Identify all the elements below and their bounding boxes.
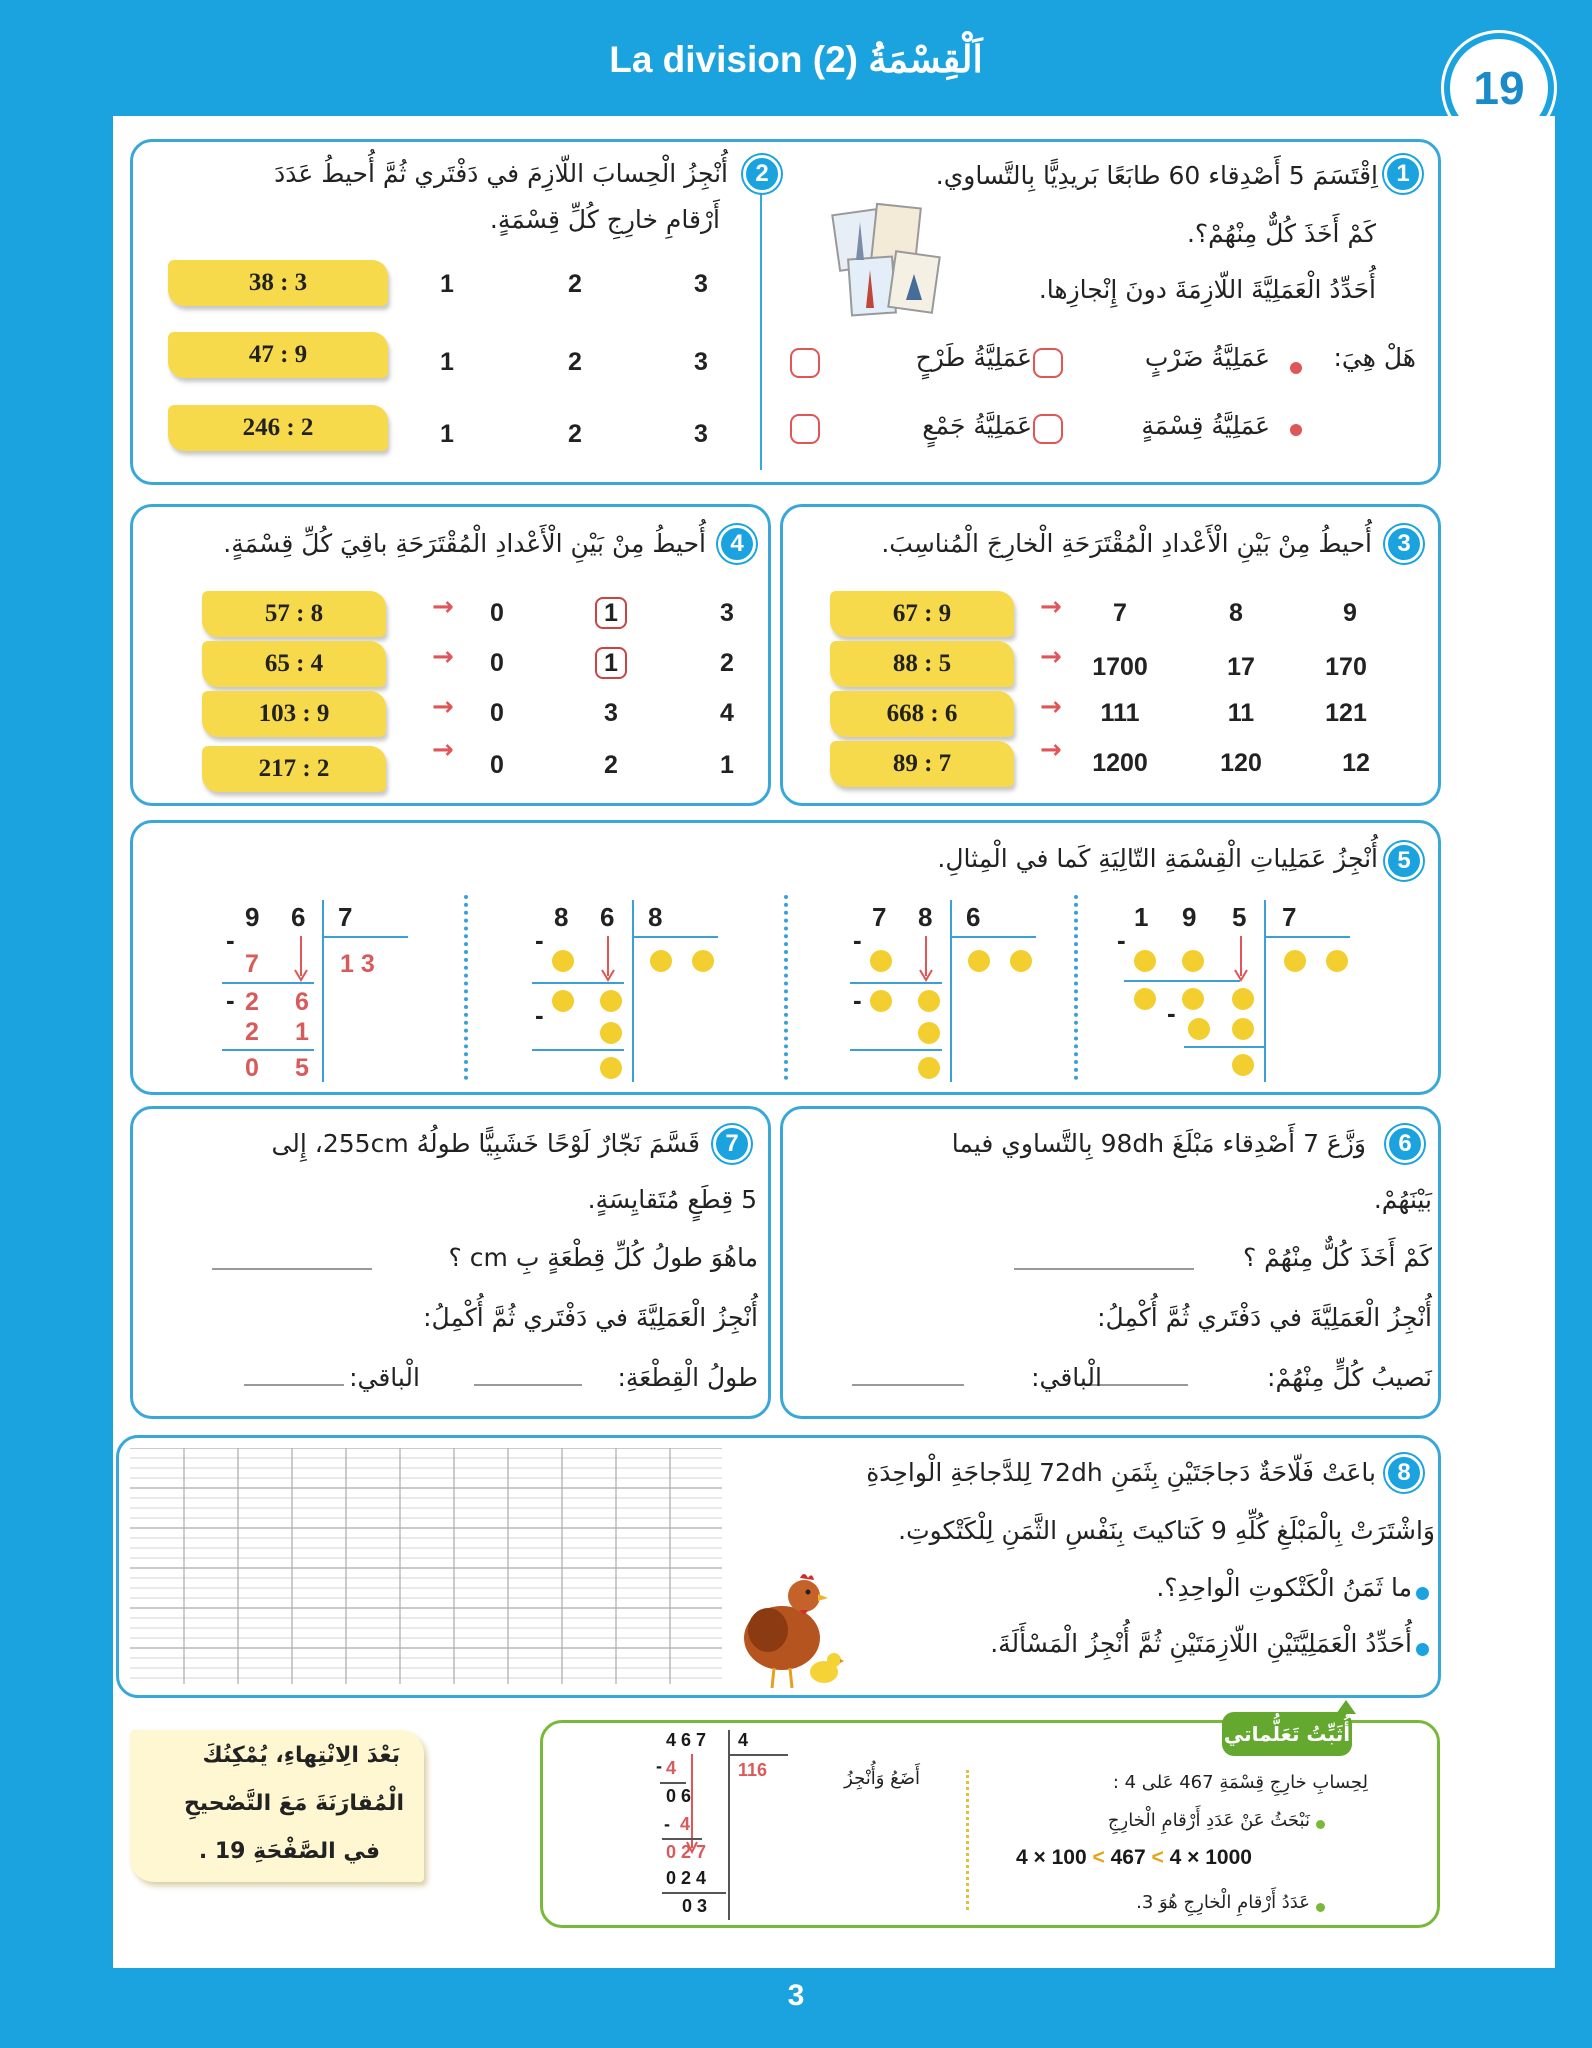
ex5-ex-r2a: 2 (245, 988, 259, 1016)
ex5-ex-quotient: 1 3 (340, 950, 375, 978)
ineq-lt-1: < (1092, 1846, 1105, 1869)
recap-line2: نَبْحَثُ عَنْ عَدَدِ أَرْقامِ الْخارِجِ (1107, 1810, 1310, 1831)
ex3-r4-a[interactable]: 1200 (1092, 749, 1148, 777)
ex5-d2-hline (632, 936, 718, 938)
ex4-division-1: 57 : 8 (202, 591, 386, 637)
recap-minus-2: - (664, 1814, 670, 1834)
ex1-opt-add: عَمَلِيَّةُ جَمْعٍ (922, 411, 1032, 440)
ex4-arrow-4: → (432, 735, 454, 765)
ex5-d3-dot (870, 950, 892, 972)
ex8-line2: وَاشْتَرَتْ بِالْمَبْلَغِ كُلِّهِ 9 كَتاكيتَ بِنَفْسِ الثَّمَنِ لِلْكَتْكوتِ. (898, 1516, 1435, 1545)
ex5-d2-line-2 (532, 1049, 624, 1051)
ineq-mid: 467 (1110, 1846, 1146, 1869)
ex2-division-2: 47 : 9 (168, 332, 388, 378)
ex4-r3-a[interactable]: 0 (490, 699, 504, 727)
ex7-rest-label: الْباقي: (349, 1363, 420, 1392)
recap-sub-1: 4 (666, 1758, 677, 1778)
ex5-d4-dot (1182, 988, 1204, 1010)
ex3-r3-b[interactable]: 11 (1227, 699, 1255, 727)
ex3-division-2: 88 : 5 (830, 641, 1014, 687)
ex3-r1-c[interactable]: 9 (1343, 599, 1357, 627)
ex2-r3-c3[interactable]: 3 (694, 420, 708, 448)
ex5-d4-dot (1284, 950, 1306, 972)
ex5-ex-digit-2: 6 (291, 902, 306, 932)
ex5-d4-line-2 (1184, 1046, 1264, 1048)
ex4-r1-b[interactable]: 1 (604, 599, 618, 627)
ex8-bullet-1 (1416, 1587, 1429, 1600)
ex1-line3: أُحَدِّدُ الْعَمَلِيَّةَ اللّازِمَةَ دونَ إِنْجازِها. (1038, 275, 1376, 304)
ex5-d3-dot (918, 1022, 940, 1044)
ex5-d3-dot (918, 990, 940, 1012)
ex1-checkbox-sub[interactable] (790, 348, 820, 378)
recap-sub-3: 0 2 4 (666, 1868, 707, 1888)
box-divider (760, 156, 762, 470)
ex4-instruction: أُحيطُ مِنْ بَيْنِ الْأَعْدادِ الْمُقْتَرَحَةِ باقِيَ كُلِّ قِسْمَةٍ. (223, 529, 706, 558)
ex5-d4-minus-1: - (1117, 925, 1126, 955)
note-line1: بَعْدَ الِانْتِهاءِ، يُمْكِنُكَ (202, 1743, 400, 1768)
ex3-division-1: 67 : 9 (830, 591, 1014, 637)
ex5-separator-1 (464, 895, 468, 1080)
ex4-r3-c[interactable]: 4 (720, 699, 734, 727)
ex5-d3-digit-2: 8 (918, 902, 933, 932)
ex6-line4: أُنْجِزُ الْعَمَلِيَّةَ في دَفْتَري ثُمَّ أُكْمِلُ: (1097, 1303, 1432, 1332)
recap-rem-3: 0 3 (682, 1896, 708, 1916)
ex6-answer-line[interactable] (1014, 1268, 1194, 1270)
ex3-r2-b[interactable]: 17 (1227, 653, 1255, 681)
note-line3: في الصَّفْحَةِ 19 . (198, 1839, 380, 1864)
stamps-image (826, 200, 946, 324)
ex5-d3-dot (918, 1057, 940, 1079)
ex1-bullet-2 (1290, 424, 1302, 436)
ex5-d4-vline (1264, 900, 1266, 1082)
ex7-line4: أُنْجِزُ الْعَمَلِيَّةَ في دَفْتَري ثُمَّ أُكْمِلُ: (423, 1303, 758, 1332)
ex5-d2-dot (600, 1057, 622, 1079)
ex4-r1-a[interactable]: 0 (490, 599, 504, 627)
ex3-division-4: 89 : 7 (830, 741, 1014, 787)
recap-tab (1222, 1712, 1352, 1756)
ex2-division-1: 38 : 3 (168, 260, 388, 306)
ex5-d3-dot (1010, 950, 1032, 972)
ex2-r1-c2[interactable]: 2 (568, 270, 582, 298)
ex8-q2: أُحَدِّدُ الْعَمَلِيَّتَيْنِ اللّازِمَتَيْنِ ثُمَّ أُنْجِزُ الْمَسْأَلَةَ. (990, 1629, 1412, 1658)
ex5-d3-divisor: 6 (966, 902, 981, 932)
ex2-r3-c1[interactable]: 1 (440, 420, 454, 448)
ineq-lt-2: < (1151, 1846, 1164, 1869)
ex2-r1-c3[interactable]: 3 (694, 270, 708, 298)
ex5-ex-r4a: 0 (245, 1054, 259, 1082)
recap-line1: لِحِسابِ خارِجِ قِسْمَةِ 467 عَلى 4 : (1112, 1772, 1368, 1793)
ex7-line2: 5 قِطَعٍ مُتَقايِسَةٍ. (587, 1185, 757, 1214)
ex2-r2-c3[interactable]: 3 (694, 348, 708, 376)
recap-quotient: 116 (738, 1760, 768, 1780)
ex4-arrow-1: → (432, 592, 454, 622)
ex5-ex-r3a: 2 (245, 1018, 259, 1046)
ex5-d3-digit-1: 7 (872, 902, 887, 932)
exercise-5-number: 5 (1385, 842, 1423, 880)
ex5-ex-minus-1: - (226, 925, 235, 955)
ex6-rest-blank[interactable] (852, 1384, 964, 1386)
ex5-d4-divisor: 7 (1282, 902, 1297, 932)
ex5-d4-dot (1134, 950, 1156, 972)
exercise-3-number: 3 (1385, 525, 1423, 563)
ex2-r1-c1[interactable]: 1 (440, 270, 454, 298)
ex1-checkbox-mult[interactable] (1033, 348, 1063, 378)
grid-paper[interactable] (130, 1448, 722, 1684)
recap-hline (728, 1754, 788, 1756)
recap-line3: عَدَدُ أَرْقامِ الْخارِجِ هُوَ 3. (1136, 1892, 1310, 1913)
ex5-d3-minus-1: - (853, 925, 862, 955)
chicken-image (734, 1564, 844, 1694)
ex1-opt-sub: عَمَلِيَّةُ طَرْحٍ (915, 343, 1032, 372)
ex5-d4-minus-2: - (1167, 998, 1176, 1028)
exercise-7-number: 7 (713, 1125, 751, 1163)
ex5-ex-vline (322, 900, 324, 1082)
ineq-left: 4 × 100 (1016, 1846, 1087, 1869)
ex4-r4-a[interactable]: 0 (490, 751, 504, 779)
ex5-separator-2 (784, 895, 788, 1080)
ex4-r2-a[interactable]: 0 (490, 649, 504, 677)
ex3-r3-c[interactable]: 121 (1325, 699, 1367, 727)
ex8-line1: باعَتْ فَلّاحَةٌ دَجاجَتَيْنِ بِثَمَنِ 72dh لِلدَّجاجَةِ الْواحِدَةِ (866, 1458, 1376, 1487)
recap-dividend: 4 6 7 (666, 1730, 707, 1750)
ex5-d4-dot (1182, 950, 1204, 972)
ex5-d3-dot (968, 950, 990, 972)
exercise-6-number: 6 (1386, 1125, 1424, 1163)
ex6-share-blank[interactable] (1088, 1384, 1188, 1386)
ex5-d3-minus-2: - (853, 985, 862, 1015)
ex5-d2-minus-2: - (535, 1000, 544, 1030)
ex7-length-label: طولُ الْقِطْعَةِ: (617, 1363, 758, 1392)
ex7-answer-line[interactable] (212, 1268, 372, 1270)
recap-sub-2: 4 (680, 1814, 691, 1834)
recap-bullet-2 (1316, 1903, 1325, 1912)
ex4-r4-b[interactable]: 2 (604, 751, 618, 779)
recap-tab-flag (1336, 1700, 1356, 1714)
ex5-d4-digit-1: 1 (1134, 902, 1149, 932)
ex5-d2-digit-2: 6 (600, 902, 615, 932)
ex5-d3-hline (950, 936, 1036, 938)
ex4-division-3: 103 : 9 (202, 691, 386, 737)
ex5-d3-vline (950, 900, 952, 1082)
ex2-line1: أُنْجِزُ الْحِسابَ اللّازِمَ في دَفْتَري ثُمَّ أُحيطُ عَدَدَ (274, 159, 728, 188)
ex5-d2-dot (600, 990, 622, 1012)
ex6-line1: وَزَّعَ 7 أَصْدِقاء مَبْلَغَ 98dh بِالتَّساوي فيما (951, 1129, 1366, 1158)
ex3-arrow-3: → (1040, 692, 1062, 722)
ex4-r1-c[interactable]: 3 (720, 599, 734, 627)
ex5-d2-minus-1: - (535, 925, 544, 955)
exercise-4-number: 4 (718, 525, 756, 563)
recap-rem-2: 0 2 7 (666, 1842, 707, 1862)
recap-inequality (1016, 1846, 1320, 1870)
ex2-division-3: 246 : 2 (168, 405, 388, 451)
ex5-d2-dot (552, 990, 574, 1012)
ex5-ex-digit-1: 9 (245, 902, 260, 932)
ex7-rest-blank[interactable] (244, 1384, 344, 1386)
ex5-separator-3 (1074, 895, 1078, 1080)
ex3-arrow-4: → (1040, 735, 1062, 765)
page-number-badge: 19 (1444, 33, 1554, 143)
ex3-arrow-2: → (1040, 642, 1062, 672)
ex4-division-4: 217 : 2 (202, 746, 386, 792)
ex3-division-3: 668 : 6 (830, 691, 1014, 737)
ex2-r3-c2[interactable]: 2 (568, 420, 582, 448)
ex5-d4-dot (1326, 950, 1348, 972)
ex5-d4-digit-2: 9 (1182, 902, 1197, 932)
ex5-ex-minus-2: - (226, 985, 235, 1015)
ex5-d2-dot (692, 950, 714, 972)
ex1-checkbox-add[interactable] (790, 414, 820, 444)
ex5-d3-line-2 (850, 1049, 942, 1051)
footer-page-number: 3 (787, 1979, 805, 2012)
ex5-d2-line-1 (532, 982, 624, 984)
ex5-ex-down-arrow (294, 936, 308, 982)
ex3-arrow-1: → (1040, 592, 1062, 622)
ex3-r1-b[interactable]: 8 (1229, 599, 1243, 627)
ex4-arrow-3: → (432, 692, 454, 722)
ex2-r2-c1[interactable]: 1 (440, 348, 454, 376)
ex1-bullet-1 (1290, 362, 1302, 374)
ex5-d4-dot (1188, 1018, 1210, 1040)
ex7-line1: قَسَّمَ نَجّارٌ لَوْحًا خَشَبِيًّا طولُهُ 255cm، إِلى (271, 1129, 700, 1158)
recap-line-3 (662, 1892, 726, 1894)
ex1-line1: اِقْتَسَمَ 5 أَصْدِقاء 60 طابَعًا بَريدِيًّا بِالتَّساوي. (935, 161, 1378, 190)
recap-vline (728, 1730, 730, 1920)
ex3-r2-a[interactable]: 1700 (1092, 653, 1148, 681)
ex5-instruction: أُنْجِزُ عَمَلِياتِ الْقِسْمَةِ التّالِيَةِ كَما في الْمِثالِ. (937, 844, 1378, 873)
recap-minus-1: - (656, 1756, 662, 1776)
ex5-d4-dot (1232, 988, 1254, 1010)
ex4-r3-b[interactable]: 3 (604, 699, 618, 727)
ex4-r4-c[interactable]: 1 (720, 751, 734, 779)
ex2-r2-c2[interactable]: 2 (568, 348, 582, 376)
ex4-r2-c[interactable]: 2 (720, 649, 734, 677)
exercise-2-number: 2 (743, 155, 781, 193)
ex5-d2-down-arrow (601, 936, 615, 982)
ex7-line3: ماهُوَ طولُ كُلِّ قِطْعَةٍ بِ cm ؟ (448, 1243, 758, 1272)
ex3-r4-c[interactable]: 12 (1342, 749, 1370, 777)
ex5-d2-divisor: 8 (648, 902, 663, 932)
ex5-d3-line-1 (850, 982, 942, 984)
ex5-d4-digit-3: 5 (1232, 902, 1247, 932)
ex5-ex-r3b: 1 (295, 1018, 309, 1046)
ex6-line3: كَمْ أَخَذَ كُلٌّ مِنْهُمْ ؟ (1242, 1243, 1432, 1272)
recap-tab-label: أُثَبِّتُ تَعَلُّماتي (1223, 1722, 1351, 1746)
recap-divisor: 4 (738, 1730, 749, 1750)
ex1-question: هَلْ هِيَ: (1333, 343, 1416, 372)
ex5-d2-vline (632, 900, 634, 1082)
ex5-ex-hline (322, 936, 408, 938)
ex5-d2-dot (552, 950, 574, 972)
ex4-r2-b[interactable]: 1 (604, 649, 618, 677)
ex6-rest-label: الْباقي: (1031, 1363, 1102, 1392)
exercise-1-number: 1 (1384, 155, 1422, 193)
ex7-length-blank[interactable] (474, 1384, 582, 1386)
ex5-d3-down-arrow (919, 936, 933, 982)
ex1-opt-mult: عَمَلِيَّةُ ضَرْبٍ (1144, 343, 1270, 372)
recap-side-label: أَضَعُ وَأُنْجِزُ (844, 1768, 920, 1789)
ex5-ex-sub-1: 7 (245, 950, 259, 978)
ex2-line2: أَرْقامِ خارِجِ كُلِّ قِسْمَةٍ. (489, 205, 720, 234)
ex5-d4-dot (1232, 1054, 1254, 1076)
ex5-d4-dot (1134, 988, 1156, 1010)
ex3-r1-a[interactable]: 7 (1113, 599, 1127, 627)
ex5-d4-hline (1264, 936, 1350, 938)
recap-dotted-separator (966, 1770, 969, 1910)
ex3-r3-a[interactable]: 111 (1100, 699, 1140, 727)
ex6-share-label: نَصيبُ كُلٍّ مِنْهُمْ: (1267, 1363, 1432, 1392)
recap-line-1 (660, 1782, 686, 1784)
ex5-d4-down-arrow (1234, 936, 1248, 982)
ex1-checkbox-div[interactable] (1033, 414, 1063, 444)
recap-bullet-1 (1316, 1820, 1325, 1829)
ex5-d3-dot (870, 990, 892, 1012)
ex5-ex-r2b: 6 (295, 988, 309, 1016)
ex5-ex-r4b: 5 (295, 1054, 309, 1082)
ex5-d2-digit-1: 8 (554, 902, 569, 932)
recap-line-2 (662, 1838, 702, 1840)
ex3-r4-b[interactable]: 120 (1220, 749, 1262, 777)
note-line2: الْمُقارَنَةَ مَعَ التَّصْحيحِ (183, 1791, 404, 1816)
ex1-line2: كَمْ أَخَذَ كُلٌّ مِنْهُمْ؟. (1186, 219, 1376, 248)
ex3-instruction: أُحيطُ مِنْ بَيْنِ الْأَعْدادِ الْمُقْتَرَحَةِ الْخارِجَ الْمُناسِبَ. (881, 529, 1372, 558)
ex4-division-2: 65 : 4 (202, 641, 386, 687)
exercise-8-number: 8 (1385, 1454, 1423, 1492)
recap-rem-1: 0 6 (666, 1786, 692, 1806)
page-title: La division (2) اَلْقِسْمَةُ (609, 39, 983, 80)
ex5-d2-dot (650, 950, 672, 972)
ex3-r2-c[interactable]: 170 (1325, 653, 1367, 681)
ex8-bullet-2 (1416, 1643, 1429, 1656)
ex5-ex-divisor: 7 (338, 902, 353, 932)
ex6-line2: بَيْنَهُمْ. (1373, 1185, 1432, 1214)
ex5-ex-line-1 (222, 982, 314, 984)
ex1-opt-div: عَمَلِيَّةُ قِسْمَةٍ (1141, 411, 1270, 440)
ex5-d4-line-1 (1124, 980, 1240, 982)
ineq-right: 4 × 1000 (1169, 1846, 1252, 1869)
ex8-q1: ما ثَمَنُ الْكَتْكوتِ الْواحِدِ؟. (1156, 1573, 1412, 1602)
ex4-arrow-2: → (432, 642, 454, 672)
ex5-d2-dot (600, 1022, 622, 1044)
ex5-d4-dot (1232, 1018, 1254, 1040)
ex5-ex-line-2 (222, 1049, 314, 1051)
